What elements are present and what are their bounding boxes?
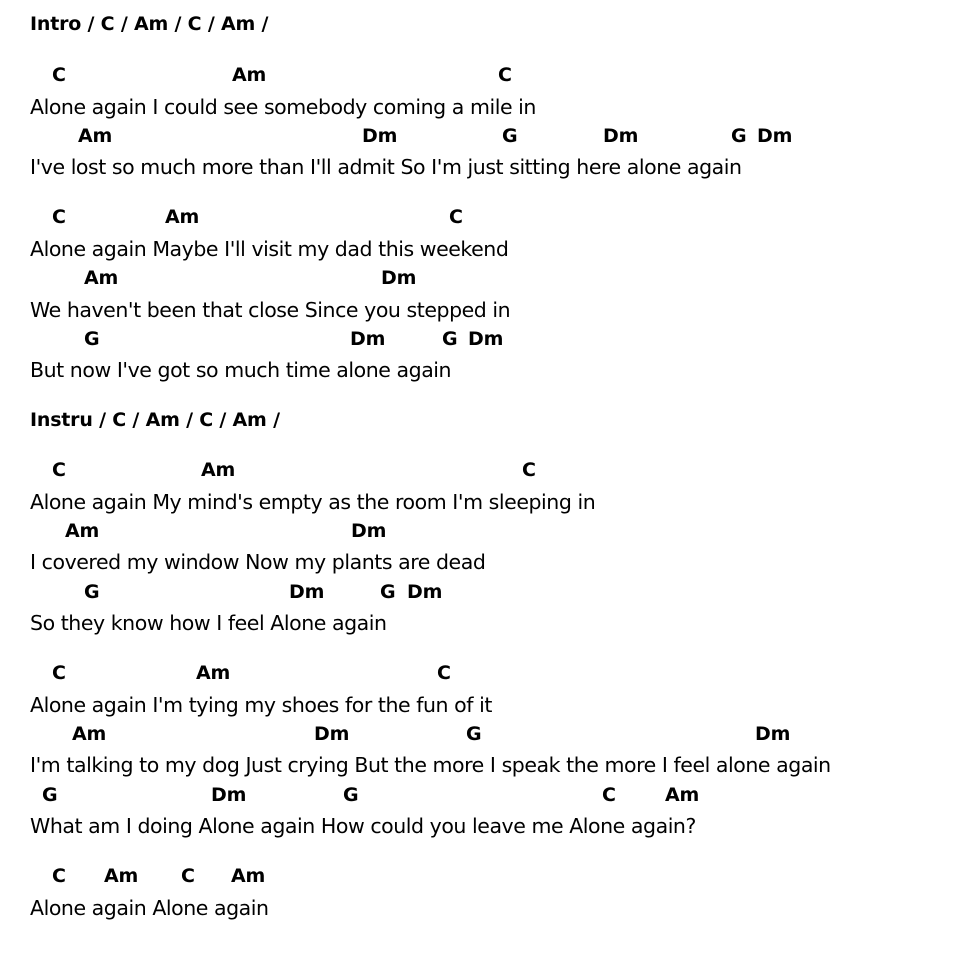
instru-text: Instru / C / Am / C / Am / [30,409,280,431]
chord: C [52,64,66,86]
chord: G [84,328,100,350]
chord: Am [196,662,231,684]
lyric-text: Alone again My mind's empty as the room I'm sleeping in [30,490,596,514]
chord: Dm [381,267,417,289]
chord-line [0,328,963,358]
chord: Dm [407,581,443,603]
chord: Dm [603,125,639,147]
lyric-line [0,298,963,328]
lyric-text: I'm talking to my dog Just crying But the more I speak the more I feel alone again [30,753,831,777]
chord: Dm [351,520,387,542]
chord: Dm [211,784,247,806]
lyric-text: We haven't been that close Since you stepped in [30,298,511,322]
chord: Dm [755,723,791,745]
chord: G [42,784,58,806]
lyric-line [0,550,963,580]
chord: Dm [362,125,398,147]
lyric-text: Alone again Maybe I'll visit my dad this weekend [30,237,509,261]
chord: Dm [289,581,325,603]
lyric-line [0,155,963,185]
chord: C [181,865,195,887]
lyric-text: But now I've got so much time alone again [30,358,452,382]
chord: Dm [757,125,793,147]
lyric-text: Alone again Alone again [30,896,269,920]
chord-line [0,581,963,611]
lyric-text: I've lost so much more than I'll admit So I'm just sitting here alone again [30,155,742,179]
lyric-line [0,611,963,641]
chord: G [84,581,100,603]
lyric-line [0,358,963,388]
lyric-line [0,753,963,783]
chord: G [502,125,518,147]
chord: C [498,64,512,86]
chord-line [0,267,963,297]
lyric-line [0,693,963,723]
chord: Am [201,459,236,481]
chord: C [602,784,616,806]
lyric-text: Alone again I could see somebody coming a mile in [30,95,536,119]
chord: C [437,662,451,684]
chord-line [0,64,963,94]
chord: Am [665,784,700,806]
chord: C [52,865,66,887]
chord: C [522,459,536,481]
chord: G [731,125,747,147]
chord: Am [165,206,200,228]
lyric-text: Alone again I'm tying my shoes for the fun of it [30,693,492,717]
chord: Am [104,865,139,887]
lyric-line [0,814,963,844]
chord: Am [231,865,266,887]
chord: C [52,206,66,228]
chord: Dm [468,328,504,350]
chord: Am [78,125,113,147]
chord: Am [72,723,107,745]
chord-line [0,784,963,814]
lyric-text: I covered my window Now my plants are dead [30,550,486,574]
intro-text: Intro / C / Am / C / Am / [30,13,269,35]
lyric-text: So they know how I feel Alone again [30,611,387,635]
lyric-line [0,490,963,520]
chord-line [0,723,963,753]
chord: G [466,723,482,745]
chord: C [52,662,66,684]
chord: Am [232,64,267,86]
chord: Dm [350,328,386,350]
chord-line [0,125,963,155]
chord: G [343,784,359,806]
lyric-line [0,896,963,926]
chord: Am [65,520,100,542]
chord-line [0,459,963,489]
chord: C [449,206,463,228]
chord-line [0,206,963,236]
chord-line [0,865,963,895]
lyric-line [0,95,963,125]
chord: G [380,581,396,603]
chord-line [0,520,963,550]
chord: C [52,459,66,481]
lyric-line [0,237,963,267]
chord: Am [84,267,119,289]
chord: G [442,328,458,350]
chord: Dm [314,723,350,745]
chord-line [0,662,963,692]
instru-line [0,409,963,439]
intro-line [0,13,963,43]
lyric-text: What am I doing Alone again How could you leave me Alone again? [30,814,696,838]
